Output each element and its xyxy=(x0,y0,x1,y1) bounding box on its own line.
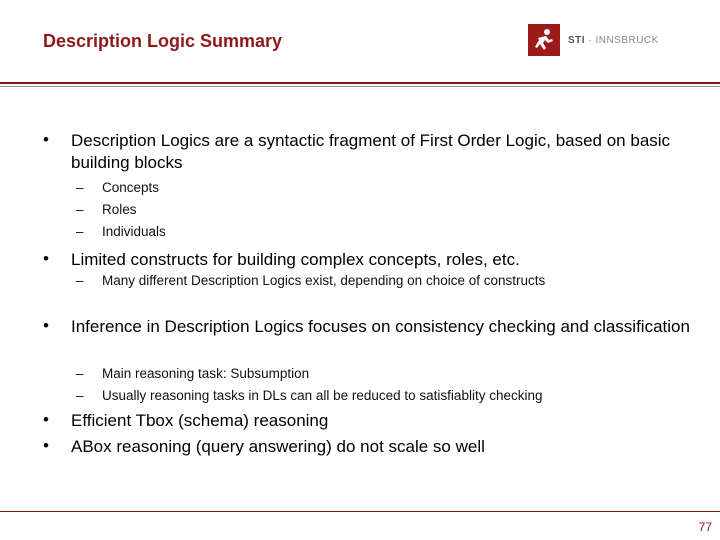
bullet-marker: • xyxy=(43,410,49,429)
bullet-marker: • xyxy=(43,436,49,455)
footer-rule xyxy=(0,511,720,512)
sti-logo-icon xyxy=(528,24,560,56)
bullet-text: Efficient Tbox (schema) reasoning xyxy=(71,411,329,430)
dash-marker: – xyxy=(76,366,84,381)
sub-text: Roles xyxy=(102,202,137,217)
logo-brand: STI xyxy=(568,34,586,46)
bullet-marker: • xyxy=(43,316,49,335)
logo-wordmark xyxy=(568,35,659,46)
sub-item xyxy=(76,224,166,240)
sub-item xyxy=(76,388,542,404)
logo-separator: · xyxy=(585,34,596,46)
logo-name: INNSBRUCK xyxy=(595,34,659,46)
sub-text: Many different Description Logics exist, depending on choice of constructs xyxy=(102,273,546,288)
sub-text: Individuals xyxy=(102,224,166,239)
sti-innsbruck-logo xyxy=(528,24,659,56)
sub-item xyxy=(76,202,137,218)
header-rule xyxy=(0,82,720,84)
dash-marker: – xyxy=(76,202,84,217)
dash-marker: – xyxy=(76,273,84,288)
slide-title: Description Logic Summary xyxy=(43,31,283,51)
dash-marker: – xyxy=(76,180,84,195)
bullet-text: Inference in Description Logics focuses on consistency checking and classification xyxy=(71,317,690,336)
sub-text: Usually reasoning tasks in DLs can all be reduced to satisfiablity checking xyxy=(102,388,543,403)
sub-item xyxy=(76,366,309,382)
bullet-text: ABox reasoning (query answering) do not scale so well xyxy=(71,437,485,456)
sub-item xyxy=(76,273,545,289)
bullet-text: Description Logics are a syntactic fragment of First Order Logic, based on basic building blocks xyxy=(71,131,671,172)
dash-marker: – xyxy=(76,224,84,239)
bullet-marker: • xyxy=(43,130,49,149)
header-rule-thin xyxy=(0,86,720,87)
page-number: 77 xyxy=(698,520,712,534)
sub-text: Main reasoning task: Subsumption xyxy=(102,366,310,381)
sub-item xyxy=(76,180,159,196)
dash-marker: – xyxy=(76,388,84,403)
bullet-text: Limited constructs for building complex concepts, roles, etc. xyxy=(71,250,520,269)
bullet-marker: • xyxy=(43,249,49,268)
sub-text: Concepts xyxy=(102,180,160,195)
